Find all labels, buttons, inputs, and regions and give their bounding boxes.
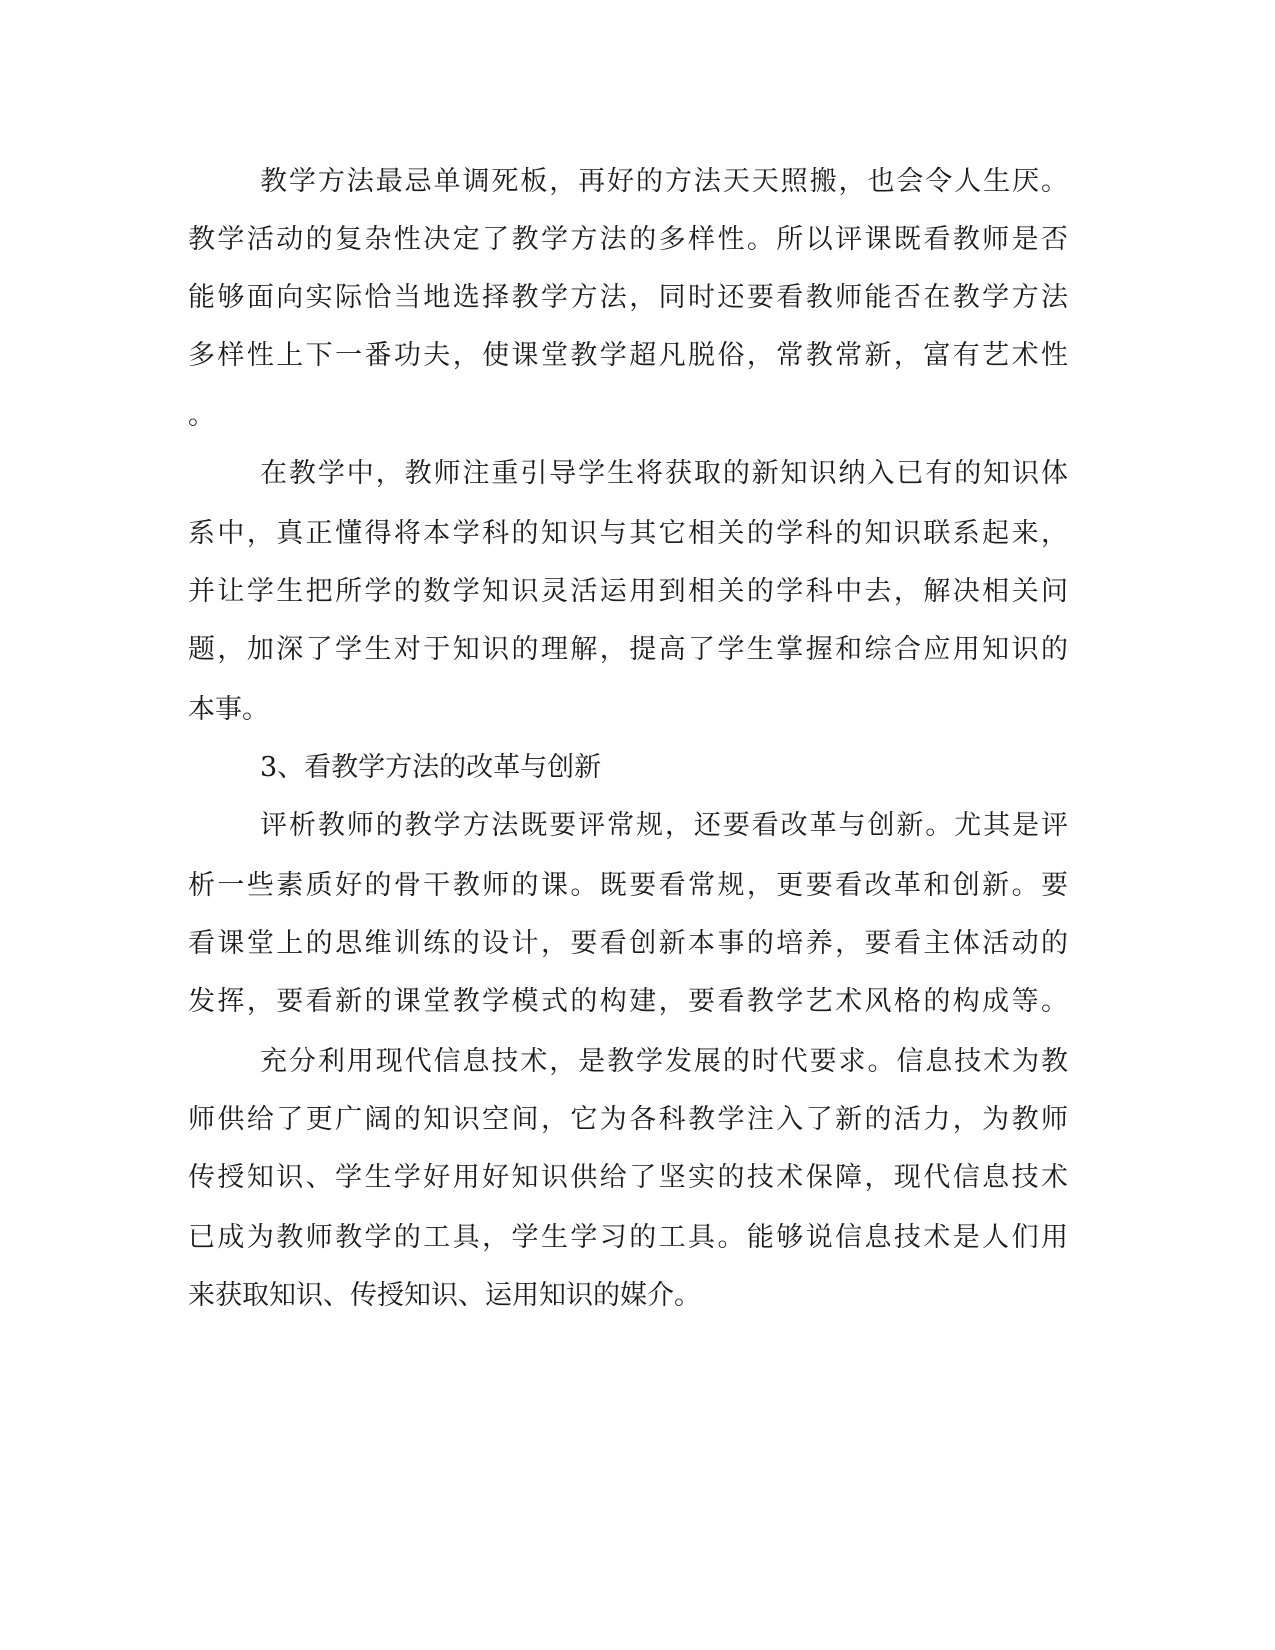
paragraph-4-line-1: 充分利用现代信息技术，是教学发展的时代要求。信息技术为教 (260, 1046, 1068, 1077)
paragraph-1-line-3: 能够面向实际恰当地选择教学方法，同时还要看教师能否在教学方法 (188, 282, 1068, 313)
paragraph-3-line-3: 看课堂上的思维训练的设计，要看创新本事的培养，要看主体活动的 (188, 928, 1068, 959)
paragraph-1-line-1: 教学方法最忌单调死板，再好的方法天天照搬，也会令人生厌。 (260, 166, 1068, 197)
paragraph-4-line-5: 来获取知识、传授知识、运用知识的媒介。 (188, 1280, 701, 1311)
paragraph-4-line-2: 师供给了更广阔的知识空间，它为各科教学注入了新的活力，为教师 (188, 1104, 1068, 1135)
paragraph-3-line-4: 发挥，要看新的课堂教学模式的构建，要看教学艺术风格的构成等。 (188, 986, 1068, 1017)
section-heading: 3、看教学方法的改革与创新 (260, 752, 602, 783)
paragraph-4-line-4: 已成为教师教学的工具，学生学习的工具。能够说信息技术是人们用 (188, 1222, 1068, 1253)
paragraph-4-line-3: 传授知识、学生学好用好知识供给了坚实的技术保障，现代信息技术 (188, 1162, 1068, 1193)
paragraph-2-line-5: 本事。 (188, 694, 269, 725)
paragraph-2-line-3: 并让学生把所学的数学知识灵活运用到相关的学科中去，解决相关问 (188, 576, 1068, 607)
paragraph-2-line-2: 系中，真正懂得将本学科的知识与其它相关的学科的知识联系起来， (188, 518, 1068, 549)
paragraph-2-line-4: 题，加深了学生对于知识的理解，提高了学生掌握和综合应用知识的 (188, 634, 1068, 665)
paragraph-3-line-2: 析一些素质好的骨干教师的课。既要看常规，更要看改革和创新。要 (188, 870, 1068, 901)
paragraph-2-line-1: 在教学中，教师注重引导学生将获取的新知识纳入已有的知识体 (260, 458, 1068, 489)
paragraph-1-line-2: 教学活动的复杂性决定了教学方法的多样性。所以评课既看教师是否 (188, 224, 1068, 255)
paragraph-3-line-1: 评析教师的教学方法既要评常规，还要看改革与创新。尤其是评 (260, 810, 1068, 841)
paragraph-1-line-4: 多样性上下一番功夫，使课堂教学超凡脱俗，常教常新，富有艺术性 (188, 340, 1068, 371)
paragraph-1-line-5: 。 (188, 400, 215, 431)
